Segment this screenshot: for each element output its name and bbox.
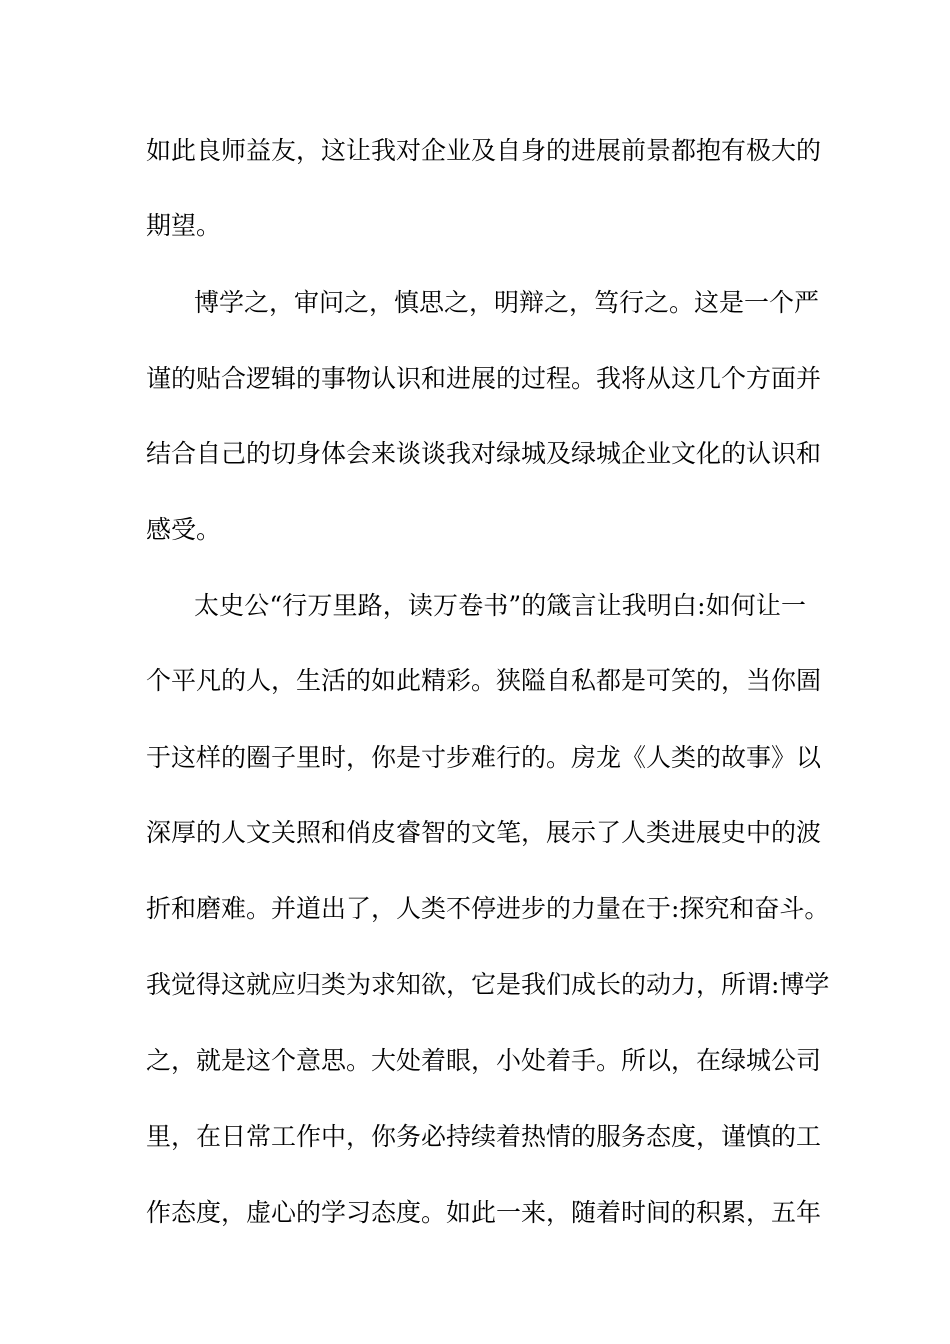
text-line: 感受。 bbox=[146, 515, 222, 544]
text-line: 太史公“行万里路，读万卷书”的箴言让我明白:如何让一 bbox=[194, 591, 806, 620]
text-line: 如此良师益友，这让我对企业及自身的进展前景都抱有极大的 bbox=[146, 136, 822, 165]
text-line: 之，就是这个意思。大处着眼，小处着手。所以，在绿城公司 bbox=[146, 1046, 822, 1075]
text-line: 我觉得这就应归类为求知欲，它是我们成长的动力，所谓:博学 bbox=[146, 970, 830, 999]
text-line: 深厚的人文关照和俏皮睿智的文笔，展示了人类进展史中的波 bbox=[146, 818, 822, 847]
text-line: 博学之，审问之，慎思之，明辩之，笃行之。这是一个严 bbox=[194, 288, 820, 317]
text-line: 里，在日常工作中，你务必持续着热情的服务态度，谨慎的工 bbox=[146, 1122, 822, 1151]
text-line: 个平凡的人，生活的如此精彩。狭隘自私都是可笑的，当你圄 bbox=[146, 666, 822, 695]
text-line: 谨的贴合逻辑的事物认识和进展的过程。我将从这几个方面并 bbox=[146, 364, 822, 393]
text-line: 折和磨难。并道出了，人类不停进步的力量在于:探究和奋斗。 bbox=[146, 894, 830, 923]
text-line: 于这样的圈子里时，你是寸步难行的。房龙《人类的故事》以 bbox=[146, 743, 822, 772]
text-line: 作态度，虚心的学习态度。如此一来，随着时间的积累，五年 bbox=[146, 1198, 822, 1227]
text-line: 结合自己的切身体会来谈谈我对绿城及绿城企业文化的认识和 bbox=[146, 439, 822, 468]
text-line: 期望。 bbox=[146, 211, 222, 240]
